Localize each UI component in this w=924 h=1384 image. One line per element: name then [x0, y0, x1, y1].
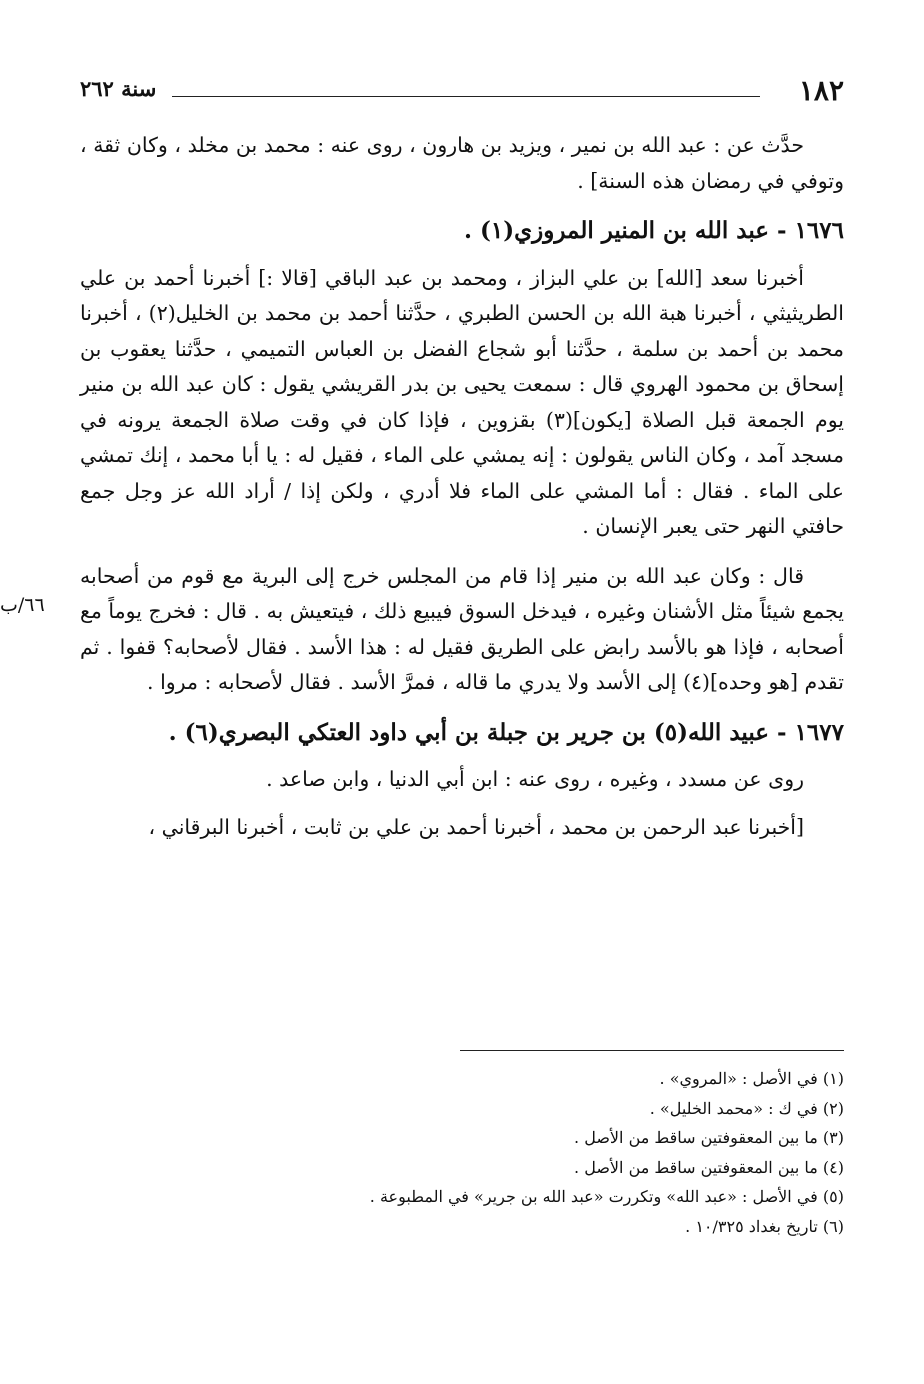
entry-heading: ١٦٧٧ - عبيد الله(٥) بن جرير بن جبلة بن أبي داود العتكي البصري(٦) . [168, 718, 844, 746]
page-number: ١٨٢ [798, 74, 844, 107]
footnote: (٤) ما بين المعقوفتين ساقط من الأصل . [574, 1157, 844, 1177]
paragraph: أخبرنا سعد [الله] بن علي البزاز ، ومحمد بن عبد الباقي [قالا :] أخبرنا أحمد بن علي الطريثيثي ، أخبرنا هبة الله بن الحسن الطبري ، حدَّثنا أحمد بن محمد بن الخليل(٢) ، أخبرنا محمد بن أحمد بن سلمة ، حدَّثنا أبو شجاع الفضل بن العباس التميمي ، حدَّثنا يعقوب بن إسحاق بن محمود الهروي قال : سمعت يحيى بن بدر القريشي يقول : كان عبد الله بن منير يوم الجمعة قبل الصلاة [يكون](٣) بقزوين ، فإذا كان في وقت صلاة الجمعة يرونه في مسجد آمد ، وكان الناس يقولون : إنه يمشي على الماء ، فقيل له : يا أبا محمد ، إنك تمشي على الماء . فقال : أما المشي على الماء فلا أدري ، ولكن إذا / أراد الله عز وجل جمع حافتي النهر حتى يعبر الإنسان . [80, 265, 845, 538]
footnote-rule [460, 1050, 844, 1051]
paragraph: [أخبرنا عبد الرحمن بن محمد ، أخبرنا أحمد بن علي بن ثابت ، أخبرنا البرقاني ، [148, 814, 804, 839]
margin-folio-note: ٦٦/ب [0, 594, 45, 616]
paragraph: روى عن مسدد ، وغيره ، روى عنه : ابن أبي الدنيا ، وابن صاعد . [266, 767, 804, 791]
main-text [80, 128, 844, 845]
footnotes [300, 1064, 844, 1241]
page-header [80, 74, 844, 114]
running-head: سنة ٢٦٢ [80, 76, 157, 101]
entry-heading: ١٦٧٦ - عبد الله بن المنير المروزي(١) . [463, 217, 844, 244]
footnote: (٣) ما بين المعقوفتين ساقط من الأصل . [574, 1128, 844, 1147]
paragraph: حدَّث عن : عبد الله بن نمير ، ويزيد بن هارون ، روى عنه : محمد بن مخلد ، وكان ثقة ، وتوفي في رمضان هذه السنة] . [80, 133, 844, 193]
footnote: (١) في الأصل : «المروي» . [659, 1069, 844, 1088]
footnote: (٢) في ك : «محمد الخليل» . [649, 1098, 844, 1118]
footnote: (٦) تاريخ بغداد ١٠/٣٢٥ . [685, 1216, 844, 1236]
footnote: (٥) في الأصل : «عبد الله» وتكررت «عبد الله بن جرير» في المطبوعة . [369, 1187, 844, 1206]
paragraph: قال : وكان عبد الله بن منير إذا قام من المجلس خرج إلى البرية مع قوم من أصحابه يجمع شيئاً مثل الأشنان وغيره ، فيدخل السوق فيبيع ذلك ، فيتعيش به . قال : فخرج يوماً مع أصحابه ، فإذا هو بالأسد رابض على الطريق فقيل له : هذا الأسد . فقال لأصحابه؟ قفوا . ثم تقدم [هو وحده](٤) إلى الأسد ولا يدري ما قاله ، فمرَّ الأسد . فقال لأصحابه : مروا . [80, 563, 844, 694]
header-rule [172, 96, 760, 97]
